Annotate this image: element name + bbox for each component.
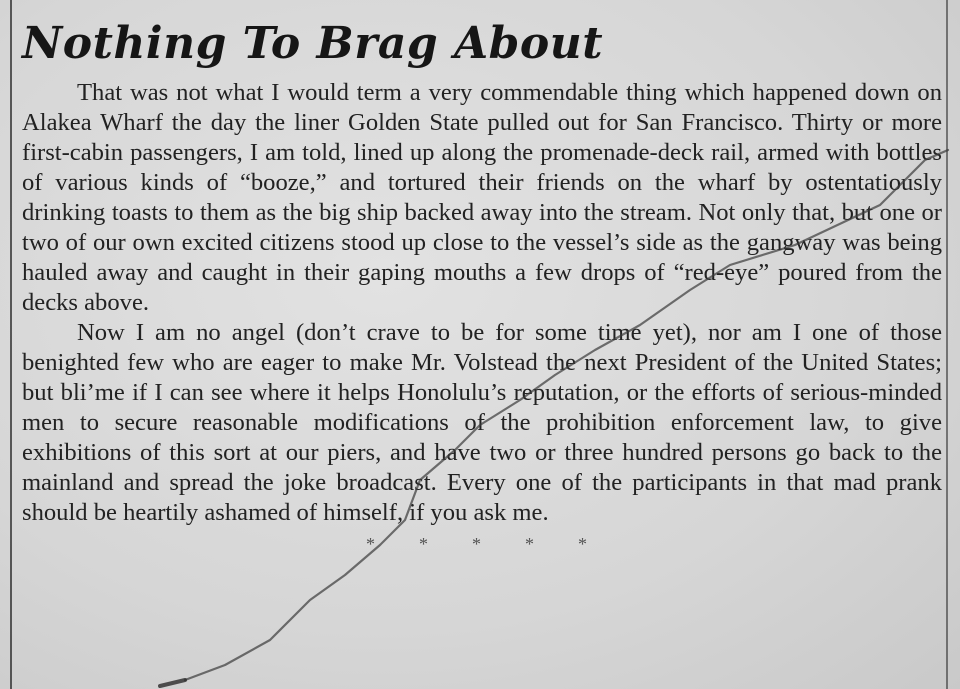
separator-star: * [525, 534, 534, 554]
column-rule-left [10, 0, 12, 689]
separator-star: * [472, 534, 481, 554]
paragraph-2: Now I am no angel (don’t crave to be for some time yet), nor am I one of those benighted few who are eager to make Mr. Volstead the next President of the United States; but bli’me if I can see where it helps Honolulu’s reputation, or the efforts of serious-minded men to secure reasonable modifications of the prohibition enforcement law, to give exhibitions of this sort at our piers, and have two or three hundred persons go back to the mainland and spread the joke broadcast. Every one of the participants in that mad prank should be heartily ashamed of himself, if you ask me. [22, 319, 942, 526]
paragraph-1: That was not what I would term a very commendable thing which happened down on Alakea Wharf the day the liner Golden State pulled out for San Francisco. Thirty or more first-cabin passengers, I am told, lined up along the promenade-deck rail, armed with bottles of various kinds of “booze,” and tortured their friends on the wharf by ostentatiously drinking toasts to them as the big ship backed away into the stream. Not only that, but one or two of our own excited citizens stood up close to the vessel’s side as the gangway was being hauled away and caught in their gaping mouths a few drops of “red-eye” poured from the decks above. [22, 79, 942, 316]
article [22, 14, 942, 556]
column-rule-right [946, 0, 948, 689]
separator-star: * [578, 534, 587, 554]
section-separator [22, 532, 942, 556]
headline: Nothing To Brag About [22, 18, 604, 69]
separator-star: * [419, 534, 428, 554]
separator-star: * [366, 534, 375, 554]
